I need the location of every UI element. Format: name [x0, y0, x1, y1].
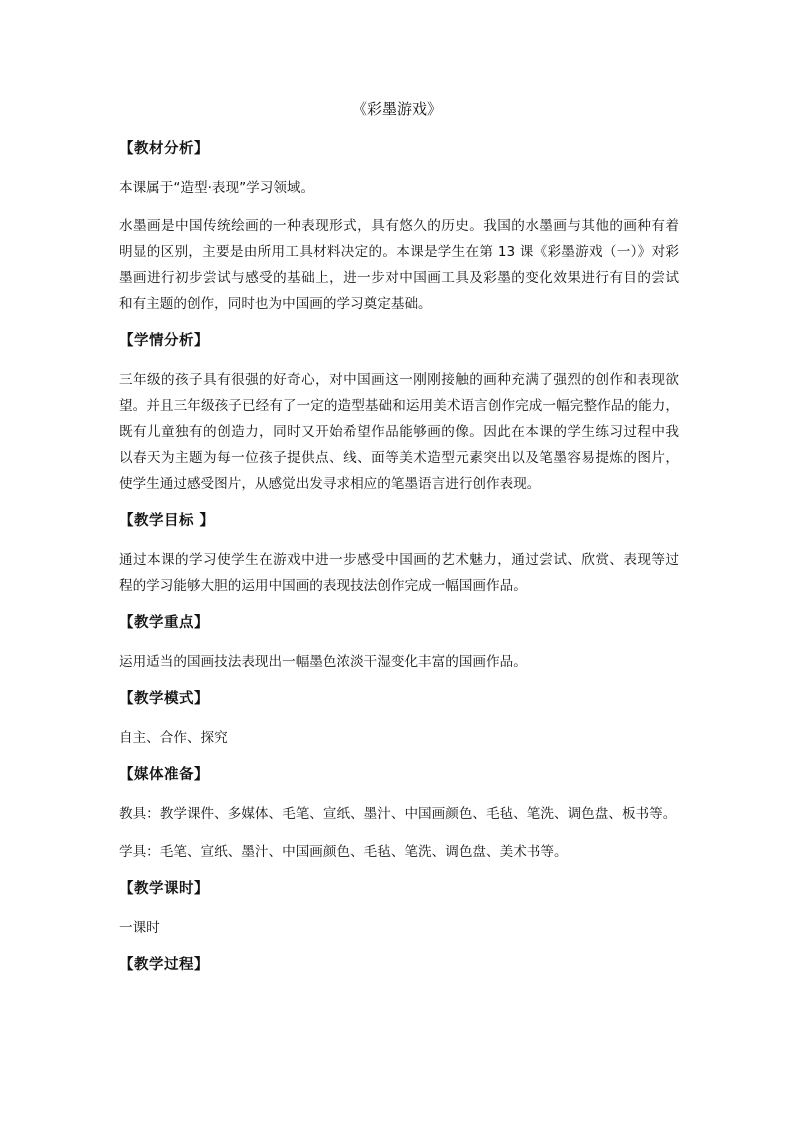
paragraph	[119, 547, 679, 599]
document-title: 《彩墨游戏》	[351, 100, 442, 118]
text-line: 水墨画是中国传统绘画的一种表现形式，具有悠久的历史。我国的水墨画与其他的画种有着	[119, 218, 679, 234]
text-line: 通过本课的学习使学生在游戏中进一步感受中国画的艺术魅力，通过尝试、欣赏、表现等过	[119, 552, 679, 568]
text-line: 运用适当的国画技法表现出一幅墨色浓淡干湿变化丰富的国画作品。	[119, 654, 527, 670]
text-line: 一课时	[119, 920, 160, 936]
text-line: 学具：毛笔、宣纸、墨汁、中国画颜色、毛毡、笔洗、调色盘、美术书等。	[119, 844, 568, 860]
text-line: 教具：教学课件、多媒体、毛笔、宣纸、墨汁、中国画颜色、毛毡、笔洗、调色盘、板书等。	[119, 806, 677, 822]
paragraph	[119, 725, 679, 751]
text-line: 程的学习能够大胆的运用中国画的表现技法创作完成一幅国画作品。	[119, 578, 527, 594]
section-heading: 【教材分析】	[119, 141, 209, 157]
section-media-preparation	[119, 764, 679, 865]
text-line: 望。并且三年级孩子已经有了一定的造型基础和运用美术语言创作完成一幅完整作品的能力，	[119, 398, 679, 414]
section-heading: 【教学重点】	[119, 615, 209, 631]
paragraph	[119, 649, 679, 675]
section-textbook-analysis	[119, 138, 679, 317]
text-line: 使学生通过感受图片，从感觉出发寻求相应的笔墨语言进行创作表现。	[119, 476, 541, 492]
text-line: 墨画进行初步尝试与感受的基础上，进一步对中国画工具及彩墨的变化效果进行有目的尝试	[119, 270, 679, 286]
section-heading: 【媒体准备】	[119, 767, 209, 783]
paragraph	[119, 839, 679, 865]
section-heading: 【教学目标 】	[119, 513, 215, 529]
section-teaching-mode	[119, 688, 679, 751]
text-line: 自主、合作、探究	[119, 730, 228, 746]
section-heading: 【教学模式】	[119, 691, 209, 707]
section-heading: 【学情分析】	[119, 333, 209, 349]
paragraph	[119, 915, 679, 941]
document-body	[119, 138, 679, 976]
section-heading: 【教学过程】	[119, 957, 209, 973]
paragraph	[119, 213, 679, 317]
section-teaching-goals	[119, 510, 679, 599]
paragraph	[119, 367, 679, 497]
section-heading: 【教学课时】	[119, 881, 209, 897]
text-line: 和有主题的创作，同时也为中国画的学习奠定基础。	[119, 296, 432, 312]
paragraph	[119, 801, 679, 827]
text-line: 既有儿童独有的创造力，同时又开始希望作品能够画的像。因此在本课的学生练习过程中我	[119, 424, 679, 440]
section-learner-analysis	[119, 330, 679, 497]
text-line: 明显的区别，主要是由所用工具材料决定的。本课是学生在第 13 课《彩墨游戏（一）》对彩	[119, 244, 679, 260]
text-line: 以春天为主题为每一位孩子提供点、线、面等美术造型元素突出以及笔墨容易提炼的图片，	[119, 450, 679, 466]
text-line: 本课属于“造型·表现”学习领域。	[119, 180, 315, 196]
text-line: 三年级的孩子具有很强的好奇心，对中国画这一刚刚接触的画种充满了强烈的创作和表现欲	[119, 372, 679, 388]
paragraph	[119, 175, 679, 201]
section-teaching-focus	[119, 612, 679, 675]
section-class-hours	[119, 878, 679, 941]
section-teaching-process	[119, 954, 679, 976]
